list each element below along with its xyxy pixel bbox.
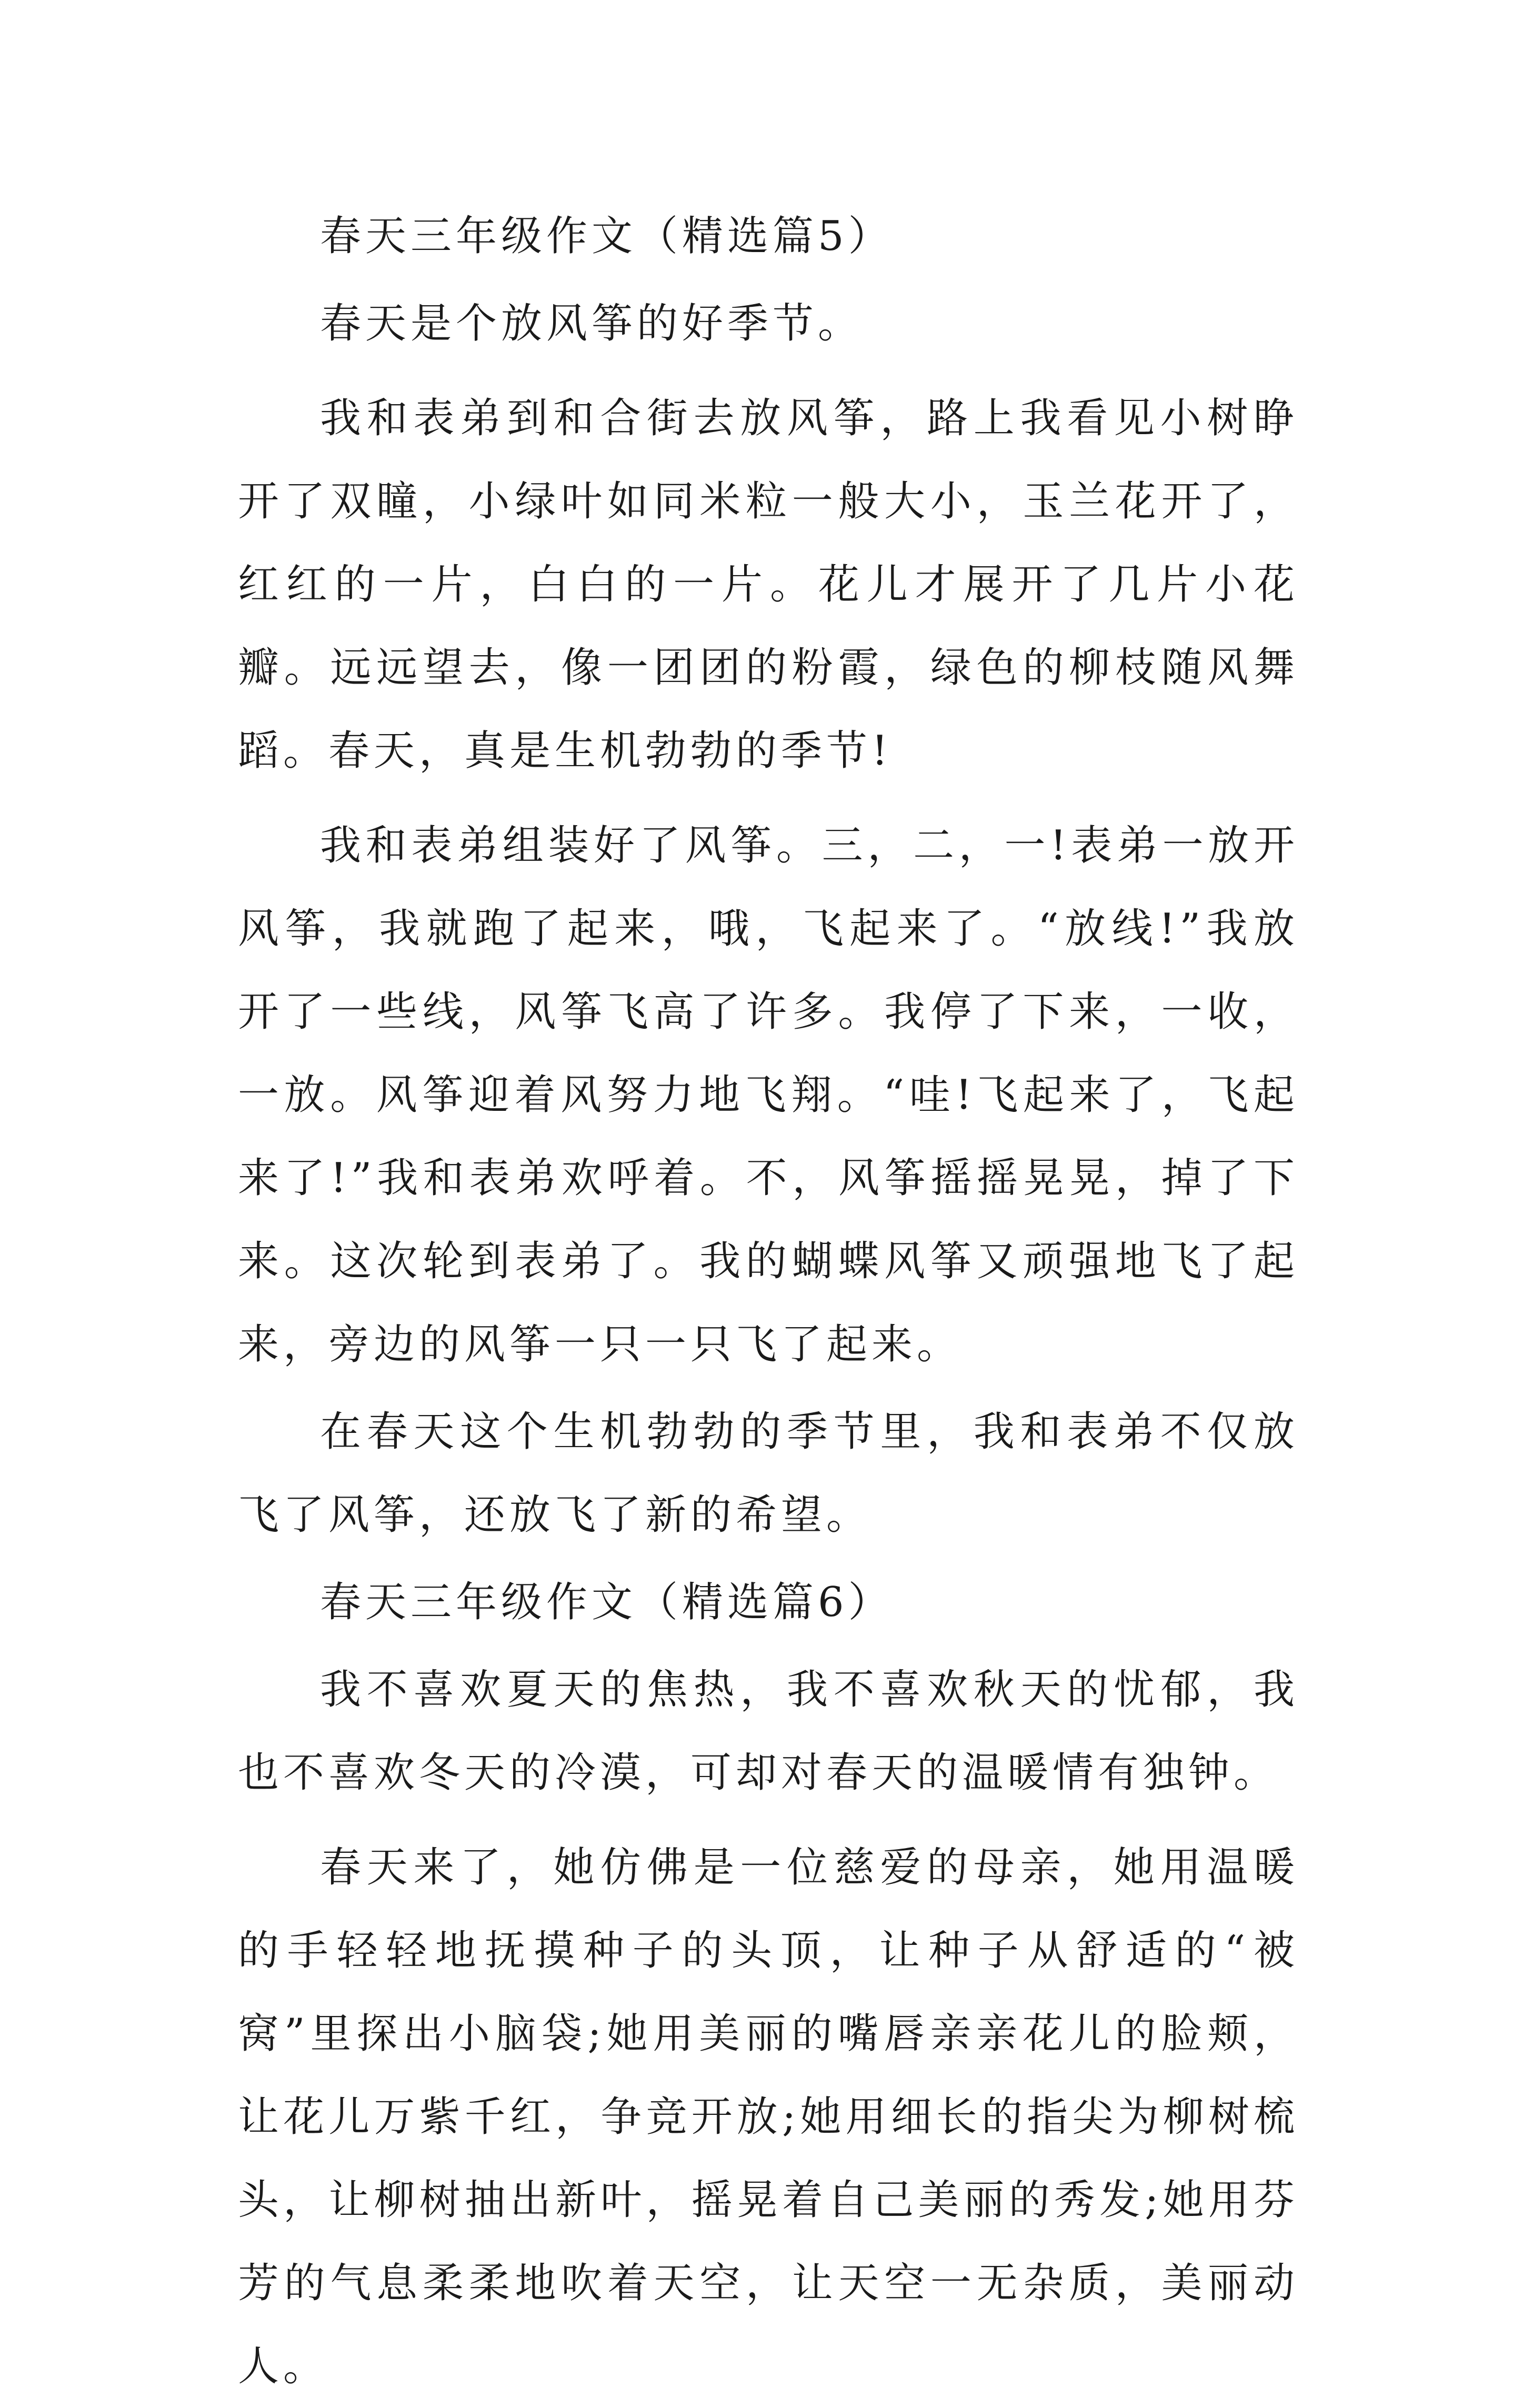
document-body <box>238 195 1299 2408</box>
paragraph-seasons: 我不喜欢夏天的焦热，我不喜欢秋天的忧郁，我也不喜欢冬天的冷漠，可却对春天的温暖情有独钟。 <box>238 1666 1299 1797</box>
paragraph-scenery: 我和表弟到和合街去放风筝，路上我看见小树睁开了双瞳，小绿叶如同米粒一般大小，玉兰花开了，红红的一片，白白的一片。花儿才展开了几片小花瓣。远远望去，像一团团的粉霞，绿色的柳枝随风舞蹈。春天，真是生机勃勃的季节! <box>238 395 1299 775</box>
paragraph-kite-flying: 我和表弟组装好了风筝。三，二，一!表弟一放开风筝，我就跑了起来，哦，飞起来了。“放线!”我放开了一些线，风筝飞高了许多。我停了下来，一收，一放。风筝迎着风努力地飞翔。“哇!飞起来了，飞起来了!”我和表弟欢呼着。不，风筝摇摇晃晃，掉了下来。这次轮到表弟了。我的蝴蝶风筝又顽强地飞了起来，旁边的风筝一只一只飞了起来。 <box>238 822 1299 1368</box>
paragraph-conclusion: 在春天这个生机勃勃的季节里，我和表弟不仅放飞了风筝，还放飞了新的希望。 <box>238 1408 1299 1539</box>
section-heading-6: 春天三年级作文（精选篇6） <box>320 1579 894 1626</box>
section-heading-5: 春天三年级作文（精选篇5） <box>320 213 894 260</box>
paragraph-spring-mother: 春天来了，她仿佛是一位慈爱的母亲，她用温暖的手轻轻地抚摸种子的头顶，让种子从舒适的“被窝”里探出小脑袋;她用美丽的嘴唇亲亲花儿的脸颊，让花儿万紫千红，争竞开放;她用细长的指尖为柳树梳头，让柳树抽出新叶，摇晃着自己美丽的秀发;她用芬芳的气息柔柔地吹着天空，让天空一无杂质，美丽动人。 <box>238 1844 1299 2390</box>
paragraph-intro: 春天是个放风筝的好季节。 <box>320 300 864 347</box>
